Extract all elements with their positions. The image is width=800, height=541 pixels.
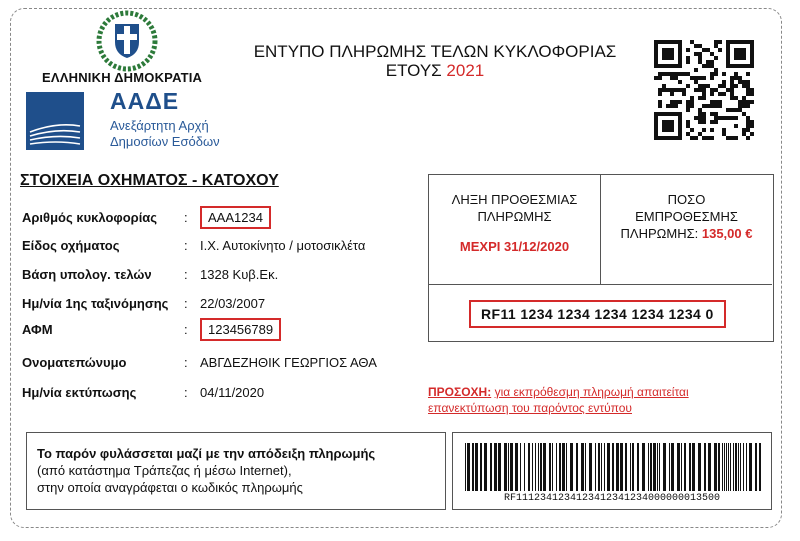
- keep-note-line2: (από κατάστημα Τράπεζας ή μέσω Internet),: [37, 463, 292, 478]
- field-row-registration-date: [22, 292, 265, 314]
- field-value: 22/03/2007: [200, 295, 266, 311]
- amount-label-line2: ΕΜΠΡΟΘΕΣΜΗΣ: [635, 209, 738, 224]
- field-value-highlighted: ΑΑΑ1234: [200, 206, 271, 229]
- deadline-label-line1: ΛΗΞΗ ΠΡΟΘΕΣΜΙΑΣ: [451, 192, 578, 207]
- amount-label-line1: ΠΟΣΟ: [667, 192, 706, 207]
- agency-subtitle-line1: Ανεξάρτητη Αρχή: [110, 118, 209, 133]
- field-label: Βάση υπολογ. τελών: [22, 266, 152, 282]
- field-colon: :: [184, 237, 188, 253]
- amount-cell: [601, 175, 772, 285]
- keep-note-line3: στην οποία αναγράφεται ο κωδικός πληρωμής: [37, 480, 303, 495]
- field-label: ΑΦΜ: [22, 321, 53, 337]
- field-label: Ημ/νία 1ης ταξινόμησης: [22, 295, 169, 311]
- section-title: ΣΤΟΙΧΕΙΑ ΟΧΗΜΑΤΟΣ - ΚΑΤΟΧΟΥ: [20, 172, 279, 189]
- keep-note-box: [26, 432, 446, 510]
- document-title-line2: [215, 61, 655, 80]
- field-colon: :: [184, 384, 188, 400]
- deadline-label: [429, 191, 600, 225]
- field-colon: :: [184, 266, 188, 282]
- qr-code-icon: [654, 40, 754, 140]
- amount-label: [601, 191, 772, 242]
- payment-info-box: [428, 174, 774, 342]
- year-prefix: ΕΤΟΥΣ: [385, 61, 442, 80]
- field-colon: :: [184, 295, 188, 311]
- field-value: Ι.Χ. Αυτοκίνητο / μοτοσικλέτα: [200, 237, 366, 253]
- field-value: 04/11/2020: [200, 384, 265, 400]
- field-label: Είδος οχήματος: [22, 237, 120, 253]
- deadline-value: ΜΕΧΡΙ 31/12/2020: [459, 239, 570, 254]
- field-value: 1328 Κυβ.Εκ.: [200, 266, 279, 282]
- field-row-tax-base: [22, 263, 278, 285]
- field-row-plate: [22, 206, 271, 228]
- warning-label: ΠΡΟΣΟΧΗ:: [428, 385, 492, 399]
- aade-logo-icon: [26, 92, 84, 150]
- field-value: ΑΒΓΔΕΖΗΘΙΚ ΓΕΩΡΓΙΟΣ ΑΘΑ: [200, 354, 377, 370]
- agency-name: ΑΑΔΕ: [110, 88, 180, 114]
- deadline-cell: [429, 175, 601, 285]
- field-row-print-date: [22, 381, 264, 403]
- barcode-number: RF1112341234123412341234000000013500: [503, 493, 721, 504]
- document-title: [215, 42, 655, 80]
- agency-subtitle-line2: Δημοσίων Εσόδων: [110, 134, 220, 149]
- rf-payment-code: RF11 1234 1234 1234 1234 1234 0: [469, 300, 726, 328]
- field-row-afm: [22, 318, 281, 340]
- amount-label-line3: ΠΛΗΡΩΜΗΣ:: [620, 226, 699, 241]
- document-title-line1: ΕΝΤΥΠΟ ΠΛΗΡΩΜΗΣ ΤΕΛΩΝ ΚΥΚΛΟΦΟΡΙΑΣ: [253, 42, 617, 61]
- field-row-name: [22, 351, 377, 373]
- field-colon: :: [184, 354, 188, 370]
- amount-line3: [601, 225, 772, 242]
- field-colon: :: [184, 209, 188, 225]
- agency-subtitle: [110, 118, 220, 150]
- barcode-box: [452, 432, 772, 510]
- republic-label: ΕΛΛΗΝΙΚΗ ΔΗΜΟΚΡΑΤΙΑ: [42, 70, 203, 85]
- field-row-vehicle-type: [22, 234, 365, 256]
- keep-note-line1: Το παρόν φυλάσσεται μαζί με την απόδειξη πληρωμής: [37, 446, 376, 461]
- field-value-highlighted: 123456789: [200, 318, 281, 341]
- amount-value: 135,00 €: [701, 226, 753, 241]
- barcode-icon: [465, 443, 761, 491]
- field-label: Αριθμός κυκλοφορίας: [22, 209, 158, 225]
- deadline-label-line2: ΠΛΗΡΩΜΗΣ: [477, 209, 552, 224]
- field-label: Ονοματεπώνυμο: [22, 354, 127, 370]
- field-label: Ημ/νία εκτύπωσης: [22, 384, 137, 400]
- warning-text: για εκπρόθεσμη πληρωμή απαιτείται επανεκτύπωση του παρόντος εντύπου: [428, 385, 689, 415]
- field-colon: :: [184, 321, 188, 337]
- year-value: 2021: [446, 61, 485, 80]
- greek-emblem-icon: [96, 10, 158, 72]
- warning-note: [428, 384, 748, 416]
